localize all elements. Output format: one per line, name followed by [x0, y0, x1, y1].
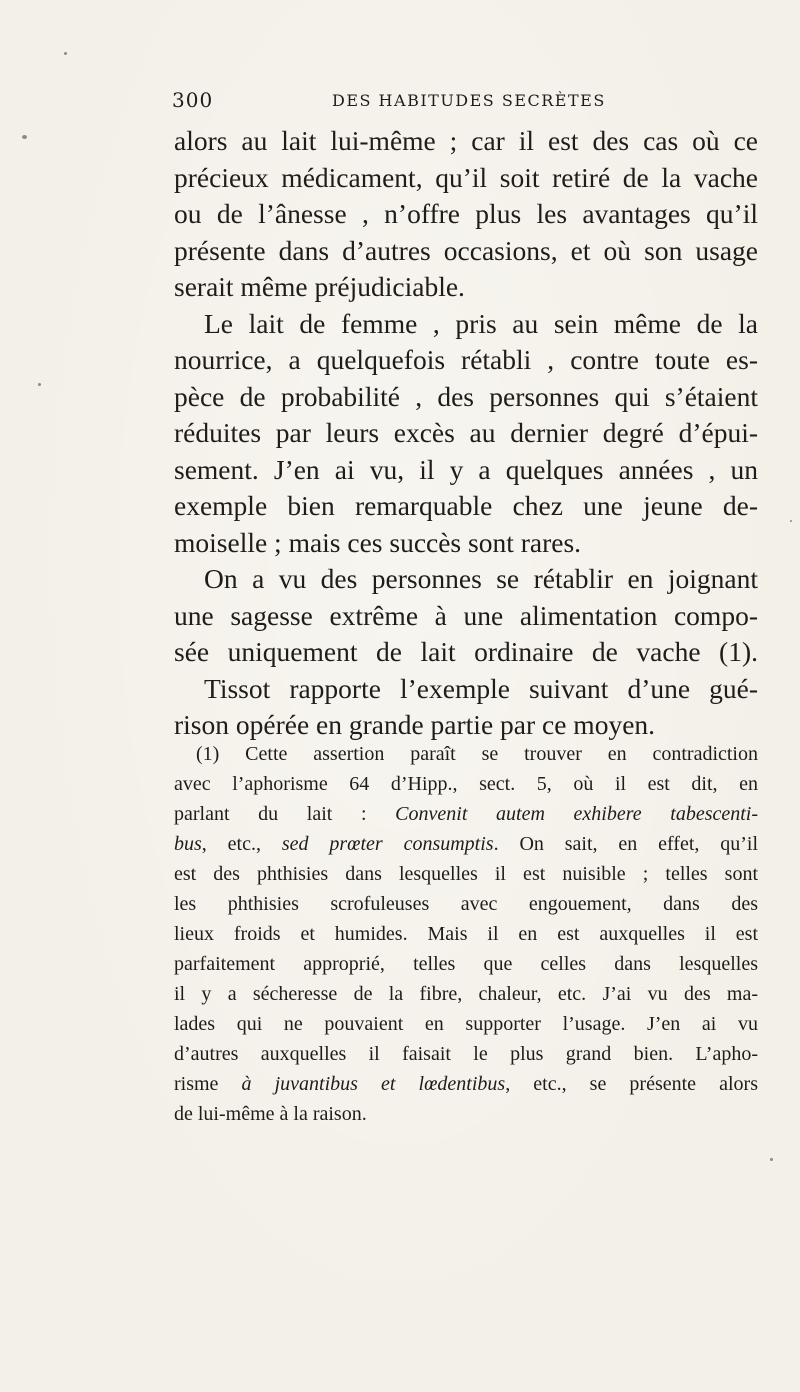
- footnote-line: [174, 799, 758, 829]
- footnote-text: parlant du lait :: [174, 803, 396, 825]
- footnote-line: les phthisies scrofuleuses avec engouement, dans des: [174, 893, 758, 915]
- footnote-line: [174, 829, 758, 859]
- footnote-text: , etc.,: [201, 833, 282, 855]
- paper-speck: [38, 383, 41, 386]
- text-line: précieux médicament, qu’il soit retiré de la vache: [174, 161, 758, 193]
- paper-speck: [64, 52, 67, 55]
- text-line: On a vu des personnes se rétablir en joignant: [204, 563, 758, 594]
- paper-speck: [790, 520, 792, 522]
- footnote-latin-quote: à juvantibus et lœdentibus: [241, 1073, 506, 1095]
- footnote-text: . On sait, en effet, qu’il: [493, 833, 759, 855]
- footnote-line: (1) Cette assertion paraît se trouver en contradiction: [196, 743, 758, 765]
- footnote-latin-quote: bus: [174, 833, 202, 855]
- text-line: Tissot rapporte l’exemple suivant d’une gué-: [204, 672, 758, 704]
- text-line: serait même préjudiciable.: [174, 271, 465, 302]
- text-line: sée uniquement de lait ordinaire de vache (1).: [174, 636, 758, 667]
- text-line: exemple bien remarquable chez une jeune de-: [174, 490, 758, 521]
- footnote-line: d’autres auxquelles il faisait le plus grand bien. L’apho-: [174, 1043, 758, 1065]
- footnote-text: , etc., se présente alors: [505, 1073, 759, 1095]
- text-line: moiselle ; mais ces succès sont rares.: [174, 526, 582, 558]
- text-line: Le lait de femme , pris au sein même de la: [204, 307, 758, 339]
- text-line: rison opérée en grande partie par ce moyen.: [174, 709, 656, 740]
- text-line: présente dans d’autres occasions, et où son usage: [174, 234, 758, 266]
- running-head: DES HABITUDES SECRÈTES: [332, 91, 606, 110]
- footnote-line: il y a sécheresse de la fibre, chaleur, etc. J’ai vu des ma-: [174, 983, 758, 1005]
- footnote-line: est des phthisies dans lesquelles il est nuisible ; telles sont: [174, 863, 758, 885]
- text-line: sement. J’en ai vu, il y a quelques années , un: [174, 453, 758, 485]
- footnote: [174, 739, 758, 1129]
- text-line: une sagesse extrême à une alimentation compo-: [174, 599, 758, 631]
- footnote-line: [174, 1069, 758, 1099]
- footnote-line: parfaitement approprié, telles que celles dans lesquelles: [174, 953, 758, 975]
- footnote-line: de lui-même à la raison.: [174, 1103, 367, 1125]
- footnote-latin-quote: Convenit autem exhibere tabescenti-: [395, 803, 759, 825]
- paper-speck: [22, 135, 27, 139]
- text-line: pèce de probabilité , des personnes qui s’étaient: [174, 380, 758, 412]
- page-header: [172, 88, 762, 118]
- footnote-line: lades qui ne pouvaient en supporter l’usage. J’en ai vu: [174, 1013, 758, 1035]
- footnote-line: lieux froids et humides. Mais il en est auxquelles il est: [174, 923, 758, 945]
- text-line: alors au lait lui-même ; car il est des cas où ce: [174, 125, 758, 156]
- main-text: [174, 123, 758, 744]
- text-line: nourrice, a quelquefois rétabli , contre toute es-: [174, 344, 758, 375]
- text-line: ou de l’ânesse , n’offre plus les avantages qu’il: [174, 198, 758, 229]
- footnote-line: avec l’aphorisme 64 d’Hipp., sect. 5, où il est dit, en: [174, 773, 758, 795]
- footnote-latin-quote: sed prœter consumptis: [281, 833, 494, 855]
- page-number: 300: [172, 88, 214, 112]
- footnote-text: risme: [174, 1073, 242, 1095]
- text-line: réduites par leurs excès au dernier degré d’épui-: [174, 417, 758, 448]
- paper-speck: [770, 1158, 773, 1161]
